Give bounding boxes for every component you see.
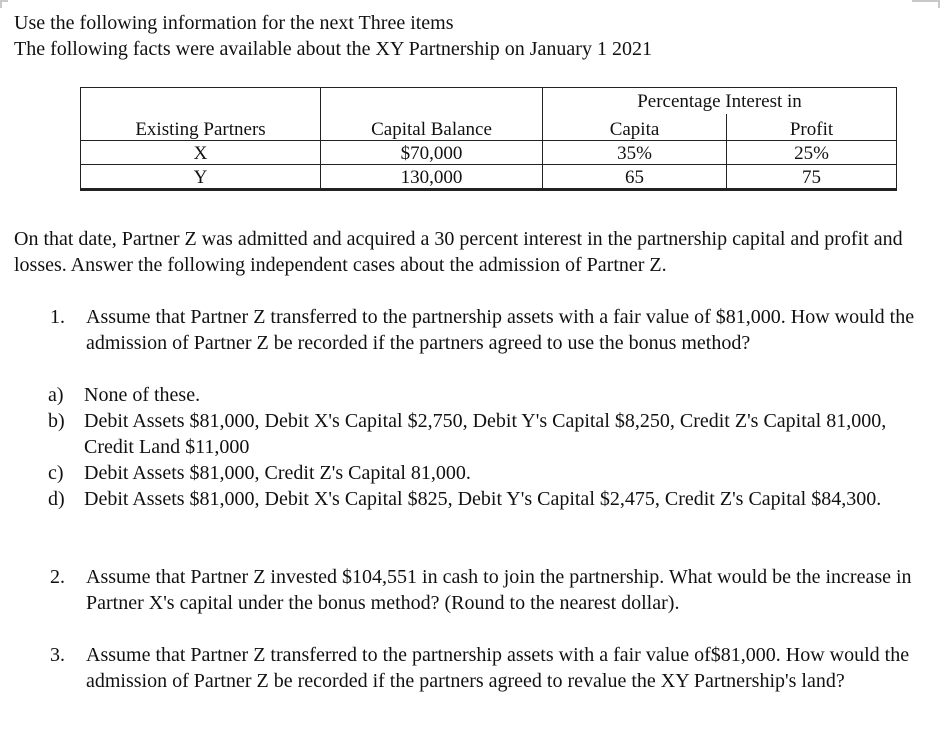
capital-percent-cell: 65: [543, 165, 727, 190]
header-profit: Profit: [727, 114, 897, 141]
question-text: Assume that Partner Z transferred to the partnership assets with a fair value of $81,000. How would the admission of Partner Z be recorded if the partners agreed to use the bonus method?: [86, 306, 915, 354]
question-number: 3.: [50, 644, 65, 666]
capital-balance-cell: 130,000: [321, 165, 543, 190]
table-blank-cell: [321, 88, 543, 115]
question-number: 2.: [50, 566, 65, 588]
header-existing-partners: Existing Partners: [81, 114, 321, 141]
table-blank-cell: [81, 88, 321, 115]
partner-name-cell: Y: [81, 165, 321, 190]
profit-percent-cell: 75: [727, 165, 897, 190]
header-capita: Capita: [543, 114, 727, 141]
partners-table: [80, 87, 897, 191]
option-text: Debit Assets $81,000, Debit X's Capital $2,750, Debit Y's Capital $8,250, Credit Z's Capital 81,000, Credit Land $11,000: [84, 410, 887, 458]
page-corner-right: [912, 0, 940, 8]
question-text: Assume that Partner Z invested $104,551 in cash to join the partnership. What would be the increase in Partner X's capital under the bonus method? (Round to the nearest dollar).: [86, 566, 912, 614]
intro-line-2: The following facts were available about the XY Partnership on January 1 2021: [14, 38, 652, 60]
option-text: Debit Assets $81,000, Debit X's Capital $825, Debit Y's Capital $2,475, Credit Z's Capital $84,300.: [84, 488, 882, 510]
option-text: None of these.: [84, 384, 201, 406]
capital-percent-cell: 35%: [543, 141, 727, 165]
question-number: 1.: [50, 306, 65, 328]
option-label: c): [48, 462, 64, 484]
intro-text: [14, 10, 652, 62]
table-row: [81, 165, 897, 190]
header-capital-balance: Capital Balance: [321, 114, 543, 141]
capital-balance-cell: $70,000: [321, 141, 543, 165]
intro-line-1: Use the following information for the next Three items: [14, 12, 454, 34]
option-label: b): [48, 410, 65, 432]
admission-paragraph: On that date, Partner Z was admitted and acquired a 30 percent interest in the partnership capital and profit and losses. Answer the following independent cases about the admission of Partner Z.: [14, 228, 903, 276]
page-corner-left: [0, 0, 8, 8]
option-label: a): [48, 384, 64, 406]
table-row: [81, 141, 897, 165]
option-label: d): [48, 488, 65, 510]
option-text: Debit Assets $81,000, Credit Z's Capital 81,000.: [84, 462, 471, 484]
profit-percent-cell: 25%: [727, 141, 897, 165]
partner-name-cell: X: [81, 141, 321, 165]
percentage-interest-header: Percentage Interest in: [543, 88, 897, 115]
question-text: Assume that Partner Z transferred to the partnership assets with a fair value of$81,000. How would the admission of Partner Z be recorded if the partners agreed to revalue the XY Partnership's land?: [86, 644, 910, 692]
